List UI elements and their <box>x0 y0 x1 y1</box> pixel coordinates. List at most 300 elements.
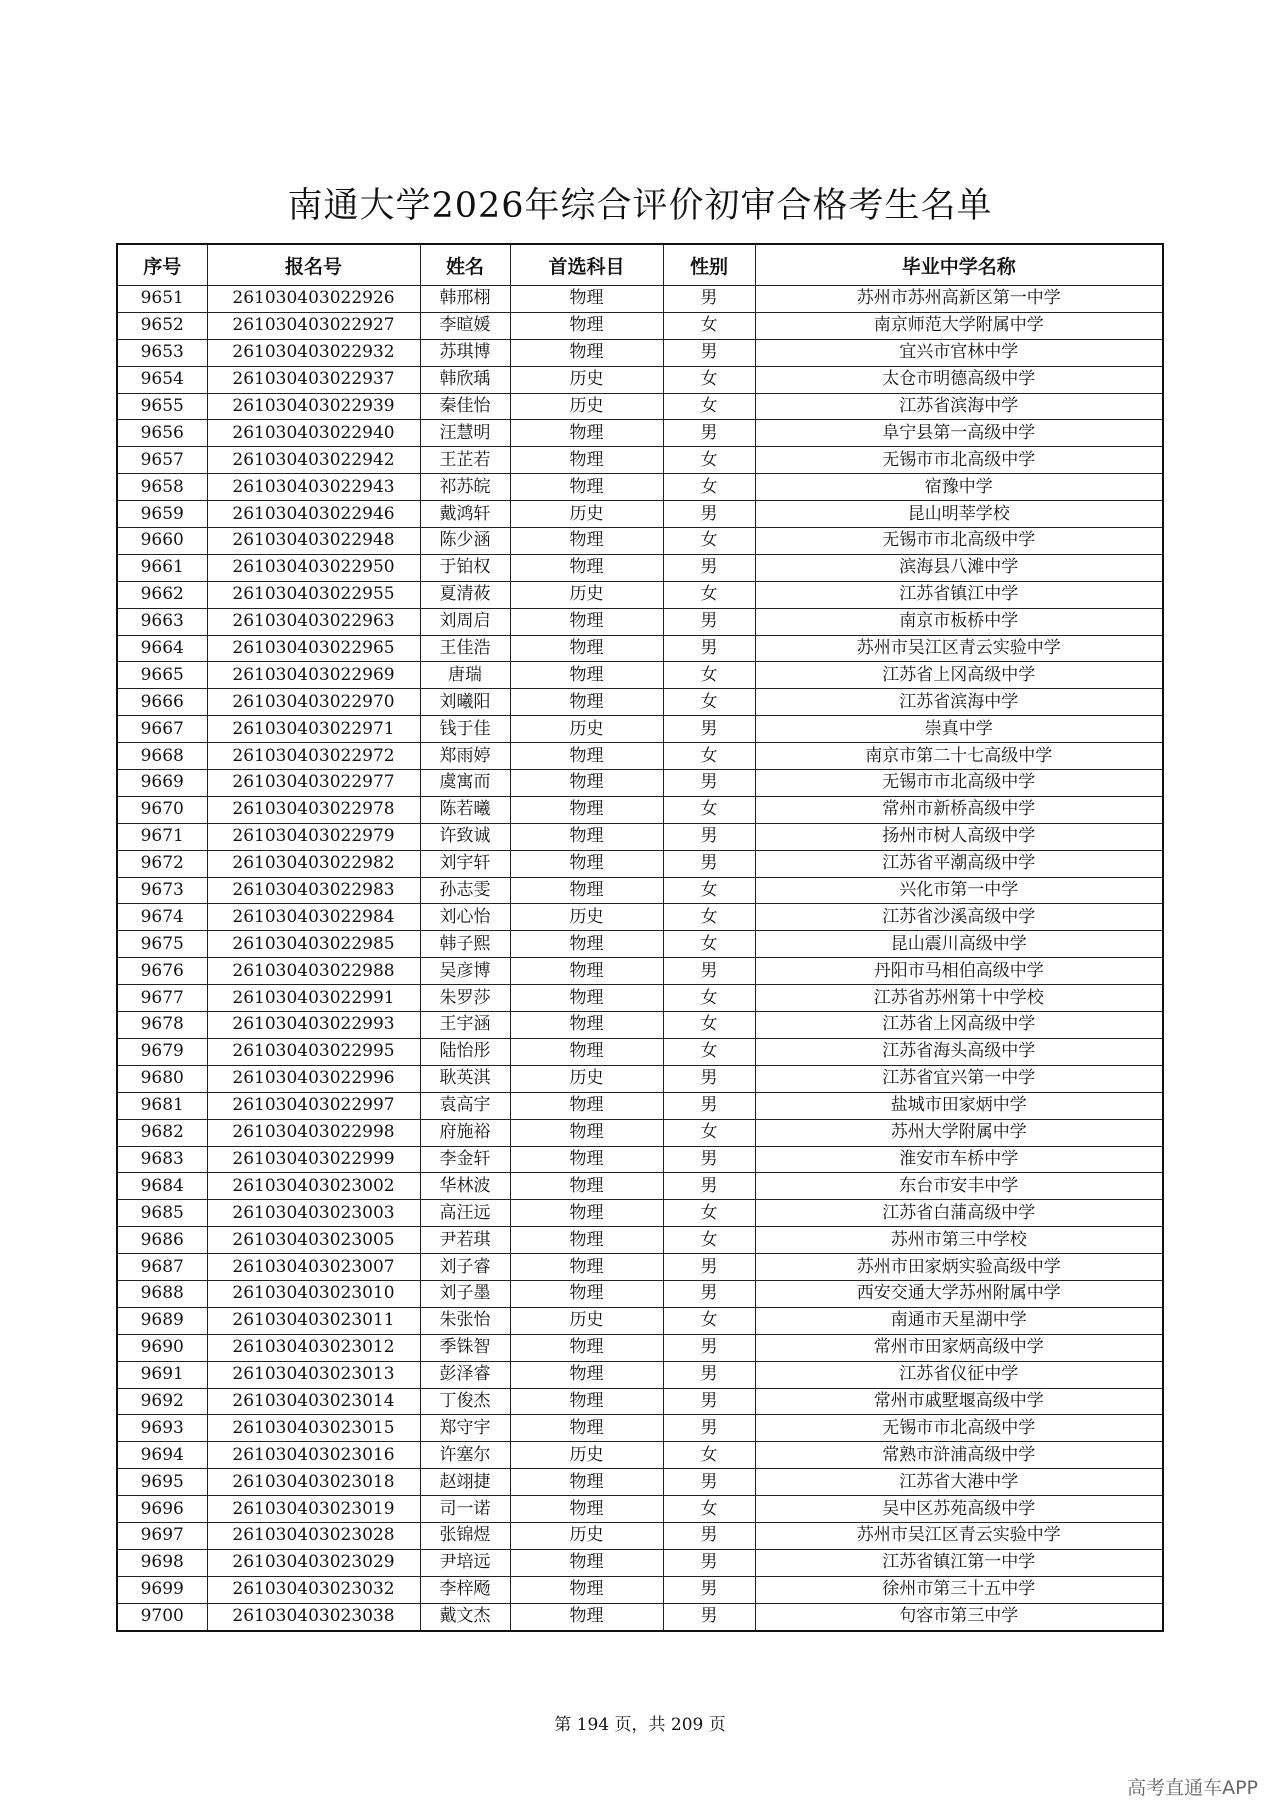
cell-gender: 女 <box>663 1227 755 1254</box>
cell-name: 王宇涵 <box>420 1012 510 1039</box>
cell-gender: 女 <box>663 743 755 770</box>
cell-school: 阜宁县第一高级中学 <box>755 420 1163 447</box>
table-row <box>117 1522 1163 1549</box>
cell-gender: 女 <box>663 581 755 608</box>
cell-school: 南通市天星湖中学 <box>755 1307 1163 1334</box>
cell-name: 汪慧明 <box>420 420 510 447</box>
cell-subject: 物理 <box>510 1227 663 1254</box>
cell-index: 9693 <box>117 1415 207 1442</box>
cell-school: 无锡市市北高级中学 <box>755 1415 1163 1442</box>
cell-name: 司一诺 <box>420 1496 510 1523</box>
table-row <box>117 447 1163 474</box>
cell-name: 陈若曦 <box>420 796 510 823</box>
column-header-gender: 性别 <box>663 244 755 286</box>
cell-gender: 男 <box>663 1522 755 1549</box>
candidate-table <box>116 243 1164 1632</box>
table-row <box>117 420 1163 447</box>
cell-subject: 物理 <box>510 635 663 662</box>
cell-registration-no: 261030403023007 <box>207 1254 420 1281</box>
cell-registration-no: 261030403022943 <box>207 474 420 501</box>
cell-school: 南京市板桥中学 <box>755 608 1163 635</box>
cell-index: 9690 <box>117 1334 207 1361</box>
cell-gender: 女 <box>663 393 755 420</box>
cell-school: 江苏省镇江中学 <box>755 581 1163 608</box>
cell-name: 华林波 <box>420 1173 510 1200</box>
cell-gender: 男 <box>663 339 755 366</box>
cell-subject: 历史 <box>510 904 663 931</box>
cell-school: 常州市新桥高级中学 <box>755 796 1163 823</box>
cell-gender: 男 <box>663 1388 755 1415</box>
table-row <box>117 770 1163 797</box>
table-row <box>117 474 1163 501</box>
cell-index: 9674 <box>117 904 207 931</box>
cell-subject: 物理 <box>510 286 663 313</box>
cell-index: 9683 <box>117 1146 207 1173</box>
cell-subject: 物理 <box>510 877 663 904</box>
cell-name: 许塞尔 <box>420 1442 510 1469</box>
cell-index: 9681 <box>117 1092 207 1119</box>
cell-registration-no: 261030403022995 <box>207 1038 420 1065</box>
cell-school: 宜兴市官林中学 <box>755 339 1163 366</box>
cell-registration-no: 261030403023032 <box>207 1576 420 1603</box>
cell-registration-no: 261030403022984 <box>207 904 420 931</box>
cell-index: 9662 <box>117 581 207 608</box>
cell-gender: 女 <box>663 931 755 958</box>
column-header-registration-no: 报名号 <box>207 244 420 286</box>
cell-index: 9699 <box>117 1576 207 1603</box>
cell-gender: 男 <box>663 1254 755 1281</box>
cell-name: 秦佳怡 <box>420 393 510 420</box>
cell-subject: 物理 <box>510 1280 663 1307</box>
cell-school: 西安交通大学苏州附属中学 <box>755 1280 1163 1307</box>
page-title: 南通大学2026年综合评价初审合格考生名单 <box>287 186 993 226</box>
cell-subject: 物理 <box>510 608 663 635</box>
cell-gender: 男 <box>663 823 755 850</box>
table-row <box>117 1119 1163 1146</box>
cell-index: 9673 <box>117 877 207 904</box>
cell-subject: 历史 <box>510 1442 663 1469</box>
table-row <box>117 1200 1163 1227</box>
cell-registration-no: 261030403022988 <box>207 958 420 985</box>
table-row <box>117 716 1163 743</box>
table-row <box>117 1442 1163 1469</box>
cell-index: 9684 <box>117 1173 207 1200</box>
cell-gender: 女 <box>663 662 755 689</box>
cell-name: 尹培远 <box>420 1549 510 1576</box>
cell-school: 崇真中学 <box>755 716 1163 743</box>
table-body <box>117 286 1163 1631</box>
cell-registration-no: 261030403023012 <box>207 1334 420 1361</box>
cell-name: 府施裕 <box>420 1119 510 1146</box>
cell-subject: 物理 <box>510 1603 663 1630</box>
table-row <box>117 850 1163 877</box>
cell-registration-no: 261030403022937 <box>207 366 420 393</box>
cell-index: 9682 <box>117 1119 207 1146</box>
cell-registration-no: 261030403022985 <box>207 931 420 958</box>
cell-name: 刘心怡 <box>420 904 510 931</box>
cell-registration-no: 261030403022982 <box>207 850 420 877</box>
cell-index: 9676 <box>117 958 207 985</box>
cell-index: 9664 <box>117 635 207 662</box>
table-row <box>117 1146 1163 1173</box>
cell-school: 江苏省白蒲高级中学 <box>755 1200 1163 1227</box>
cell-name: 苏琪博 <box>420 339 510 366</box>
cell-gender: 女 <box>663 366 755 393</box>
cell-gender: 女 <box>663 1119 755 1146</box>
cell-subject: 物理 <box>510 1012 663 1039</box>
cell-gender: 男 <box>663 420 755 447</box>
cell-name: 郑守宇 <box>420 1415 510 1442</box>
cell-gender: 女 <box>663 985 755 1012</box>
cell-school: 江苏省镇江第一中学 <box>755 1549 1163 1576</box>
table-row <box>117 958 1163 985</box>
cell-name: 陈少涵 <box>420 528 510 555</box>
cell-registration-no: 261030403023015 <box>207 1415 420 1442</box>
cell-school: 无锡市市北高级中学 <box>755 770 1163 797</box>
cell-registration-no: 261030403023018 <box>207 1469 420 1496</box>
cell-name: 于铂权 <box>420 554 510 581</box>
cell-school: 吴中区苏苑高级中学 <box>755 1496 1163 1523</box>
cell-registration-no: 261030403022993 <box>207 1012 420 1039</box>
cell-subject: 物理 <box>510 1334 663 1361</box>
table-header-row <box>117 244 1163 286</box>
cell-name: 王芷若 <box>420 447 510 474</box>
cell-gender: 男 <box>663 608 755 635</box>
table-row <box>117 1549 1163 1576</box>
table-row <box>117 1173 1163 1200</box>
cell-school: 苏州市苏州高新区第一中学 <box>755 286 1163 313</box>
cell-name: 朱张怡 <box>420 1307 510 1334</box>
cell-registration-no: 261030403022991 <box>207 985 420 1012</box>
cell-subject: 物理 <box>510 1173 663 1200</box>
cell-subject: 历史 <box>510 581 663 608</box>
cell-school: 扬州市树人高级中学 <box>755 823 1163 850</box>
cell-name: 夏清莜 <box>420 581 510 608</box>
column-header-name: 姓名 <box>420 244 510 286</box>
table-row <box>117 1012 1163 1039</box>
cell-gender: 男 <box>663 1469 755 1496</box>
cell-subject: 物理 <box>510 1361 663 1388</box>
cell-subject: 物理 <box>510 1254 663 1281</box>
cell-name: 王佳浩 <box>420 635 510 662</box>
table-row <box>117 366 1163 393</box>
cell-subject: 物理 <box>510 312 663 339</box>
cell-index: 9652 <box>117 312 207 339</box>
cell-name: 刘子睿 <box>420 1254 510 1281</box>
cell-name: 李金轩 <box>420 1146 510 1173</box>
cell-name: 钱于佳 <box>420 716 510 743</box>
cell-school: 东台市安丰中学 <box>755 1173 1163 1200</box>
cell-index: 9678 <box>117 1012 207 1039</box>
table-row <box>117 286 1163 313</box>
table-row <box>117 528 1163 555</box>
cell-school: 丹阳市马相伯高级中学 <box>755 958 1163 985</box>
cell-registration-no: 261030403022942 <box>207 447 420 474</box>
cell-registration-no: 261030403022950 <box>207 554 420 581</box>
cell-subject: 物理 <box>510 1092 663 1119</box>
cell-name: 赵翊捷 <box>420 1469 510 1496</box>
cell-name: 虞寓而 <box>420 770 510 797</box>
table-row <box>117 581 1163 608</box>
cell-gender: 女 <box>663 1307 755 1334</box>
table-row <box>117 877 1163 904</box>
cell-name: 尹若琪 <box>420 1227 510 1254</box>
cell-gender: 男 <box>663 716 755 743</box>
cell-name: 彭泽睿 <box>420 1361 510 1388</box>
cell-registration-no: 261030403022979 <box>207 823 420 850</box>
cell-registration-no: 261030403022983 <box>207 877 420 904</box>
cell-subject: 物理 <box>510 796 663 823</box>
cell-subject: 历史 <box>510 366 663 393</box>
cell-subject: 历史 <box>510 1522 663 1549</box>
cell-school: 江苏省宜兴第一中学 <box>755 1065 1163 1092</box>
cell-school: 江苏省仪征中学 <box>755 1361 1163 1388</box>
cell-name: 孙志雯 <box>420 877 510 904</box>
cell-index: 9660 <box>117 528 207 555</box>
cell-gender: 女 <box>663 1012 755 1039</box>
table-row <box>117 1361 1163 1388</box>
cell-index: 9655 <box>117 393 207 420</box>
table-row <box>117 339 1163 366</box>
cell-subject: 历史 <box>510 1307 663 1334</box>
cell-gender: 男 <box>663 286 755 313</box>
cell-index: 9686 <box>117 1227 207 1254</box>
cell-name: 郑雨婷 <box>420 743 510 770</box>
cell-subject: 物理 <box>510 850 663 877</box>
cell-name: 许致诚 <box>420 823 510 850</box>
cell-school: 苏州市吴江区青云实验中学 <box>755 1522 1163 1549</box>
cell-registration-no: 261030403022970 <box>207 689 420 716</box>
cell-gender: 女 <box>663 1496 755 1523</box>
cell-registration-no: 261030403022955 <box>207 581 420 608</box>
cell-subject: 物理 <box>510 770 663 797</box>
cell-index: 9700 <box>117 1603 207 1630</box>
cell-name: 祁苏皖 <box>420 474 510 501</box>
cell-gender: 男 <box>663 1549 755 1576</box>
cell-registration-no: 261030403022963 <box>207 608 420 635</box>
cell-index: 9696 <box>117 1496 207 1523</box>
cell-gender: 男 <box>663 1173 755 1200</box>
cell-gender: 女 <box>663 1200 755 1227</box>
cell-name: 刘宇轩 <box>420 850 510 877</box>
cell-subject: 物理 <box>510 985 663 1012</box>
cell-index: 9658 <box>117 474 207 501</box>
cell-school: 常州市戚墅堰高级中学 <box>755 1388 1163 1415</box>
cell-name: 戴文杰 <box>420 1603 510 1630</box>
cell-name: 戴鸿轩 <box>420 501 510 528</box>
cell-registration-no: 261030403023016 <box>207 1442 420 1469</box>
cell-school: 滨海县八滩中学 <box>755 554 1163 581</box>
cell-school: 昆山震川高级中学 <box>755 931 1163 958</box>
cell-registration-no: 261030403022940 <box>207 420 420 447</box>
cell-index: 9695 <box>117 1469 207 1496</box>
table-row <box>117 1254 1163 1281</box>
cell-school: 句容市第三中学 <box>755 1603 1163 1630</box>
cell-registration-no: 261030403022977 <box>207 770 420 797</box>
cell-school: 兴化市第一中学 <box>755 877 1163 904</box>
table-row <box>117 743 1163 770</box>
cell-name: 季铢智 <box>420 1334 510 1361</box>
cell-gender: 男 <box>663 1576 755 1603</box>
cell-index: 9685 <box>117 1200 207 1227</box>
cell-school: 苏州市田家炳实验高级中学 <box>755 1254 1163 1281</box>
cell-gender: 男 <box>663 1603 755 1630</box>
cell-school: 太仓市明德高级中学 <box>755 366 1163 393</box>
cell-index: 9657 <box>117 447 207 474</box>
table-row <box>117 931 1163 958</box>
table-row <box>117 608 1163 635</box>
cell-school: 江苏省海头高级中学 <box>755 1038 1163 1065</box>
cell-school: 苏州大学附属中学 <box>755 1119 1163 1146</box>
cell-index: 9694 <box>117 1442 207 1469</box>
cell-school: 江苏省苏州第十中学校 <box>755 985 1163 1012</box>
cell-subject: 历史 <box>510 716 663 743</box>
table-row <box>117 1496 1163 1523</box>
cell-registration-no: 261030403022965 <box>207 635 420 662</box>
cell-gender: 男 <box>663 635 755 662</box>
cell-registration-no: 261030403022926 <box>207 286 420 313</box>
cell-name: 刘周启 <box>420 608 510 635</box>
cell-index: 9654 <box>117 366 207 393</box>
column-header-index: 序号 <box>117 244 207 286</box>
table-row <box>117 1307 1163 1334</box>
cell-index: 9661 <box>117 554 207 581</box>
cell-registration-no: 261030403022948 <box>207 528 420 555</box>
cell-index: 9679 <box>117 1038 207 1065</box>
table-row <box>117 1334 1163 1361</box>
cell-gender: 女 <box>663 1442 755 1469</box>
cell-subject: 物理 <box>510 1415 663 1442</box>
cell-school: 无锡市市北高级中学 <box>755 528 1163 555</box>
cell-registration-no: 261030403023011 <box>207 1307 420 1334</box>
cell-school: 苏州市第三中学校 <box>755 1227 1163 1254</box>
cell-gender: 男 <box>663 1146 755 1173</box>
cell-gender: 男 <box>663 770 755 797</box>
cell-gender: 女 <box>663 796 755 823</box>
column-header-subject: 首选科目 <box>510 244 663 286</box>
cell-name: 韩欣瑀 <box>420 366 510 393</box>
cell-index: 9659 <box>117 501 207 528</box>
cell-subject: 物理 <box>510 1469 663 1496</box>
table-row <box>117 312 1163 339</box>
cell-index: 9671 <box>117 823 207 850</box>
cell-subject: 物理 <box>510 1119 663 1146</box>
cell-index: 9692 <box>117 1388 207 1415</box>
cell-index: 9697 <box>117 1522 207 1549</box>
cell-index: 9663 <box>117 608 207 635</box>
cell-school: 江苏省滨海中学 <box>755 393 1163 420</box>
cell-gender: 男 <box>663 958 755 985</box>
cell-index: 9675 <box>117 931 207 958</box>
cell-subject: 物理 <box>510 1576 663 1603</box>
cell-index: 9668 <box>117 743 207 770</box>
cell-name: 刘子墨 <box>420 1280 510 1307</box>
table-row <box>117 501 1163 528</box>
cell-registration-no: 261030403023005 <box>207 1227 420 1254</box>
cell-name: 吴彦博 <box>420 958 510 985</box>
cell-index: 9687 <box>117 1254 207 1281</box>
cell-gender: 男 <box>663 554 755 581</box>
cell-school: 昆山明莘学校 <box>755 501 1163 528</box>
cell-index: 9667 <box>117 716 207 743</box>
table-row <box>117 1038 1163 1065</box>
cell-subject: 物理 <box>510 1549 663 1576</box>
cell-name: 陆怡彤 <box>420 1038 510 1065</box>
cell-gender: 女 <box>663 904 755 931</box>
cell-registration-no: 261030403022932 <box>207 339 420 366</box>
cell-subject: 物理 <box>510 528 663 555</box>
table-row <box>117 1576 1163 1603</box>
cell-subject: 物理 <box>510 447 663 474</box>
cell-subject: 物理 <box>510 554 663 581</box>
cell-school: 无锡市市北高级中学 <box>755 447 1163 474</box>
cell-gender: 男 <box>663 1065 755 1092</box>
cell-name: 李暄媛 <box>420 312 510 339</box>
cell-gender: 男 <box>663 1280 755 1307</box>
cell-name: 韩子熙 <box>420 931 510 958</box>
cell-registration-no: 261030403022999 <box>207 1146 420 1173</box>
cell-school: 宿豫中学 <box>755 474 1163 501</box>
cell-registration-no: 261030403023028 <box>207 1522 420 1549</box>
table-row <box>117 1603 1163 1630</box>
cell-index: 9666 <box>117 689 207 716</box>
cell-gender: 女 <box>663 447 755 474</box>
cell-registration-no: 261030403023019 <box>207 1496 420 1523</box>
cell-registration-no: 261030403023014 <box>207 1388 420 1415</box>
cell-subject: 物理 <box>510 662 663 689</box>
cell-gender: 女 <box>663 528 755 555</box>
cell-registration-no: 261030403022996 <box>207 1065 420 1092</box>
cell-subject: 物理 <box>510 743 663 770</box>
cell-gender: 男 <box>663 1415 755 1442</box>
cell-school: 苏州市吴江区青云实验中学 <box>755 635 1163 662</box>
cell-subject: 物理 <box>510 1038 663 1065</box>
cell-gender: 女 <box>663 1038 755 1065</box>
cell-registration-no: 261030403022998 <box>207 1119 420 1146</box>
cell-school: 常州市田家炳高级中学 <box>755 1334 1163 1361</box>
cell-school: 江苏省上冈高级中学 <box>755 662 1163 689</box>
cell-subject: 物理 <box>510 1146 663 1173</box>
cell-registration-no: 261030403022971 <box>207 716 420 743</box>
cell-subject: 物理 <box>510 1200 663 1227</box>
column-header-school: 毕业中学名称 <box>755 244 1163 286</box>
cell-registration-no: 261030403022939 <box>207 393 420 420</box>
cell-registration-no: 261030403022978 <box>207 796 420 823</box>
cell-gender: 男 <box>663 1334 755 1361</box>
cell-index: 9651 <box>117 286 207 313</box>
table-row <box>117 1065 1163 1092</box>
cell-name: 唐瑞 <box>420 662 510 689</box>
cell-index: 9689 <box>117 1307 207 1334</box>
cell-school: 南京师范大学附属中学 <box>755 312 1163 339</box>
cell-registration-no: 261030403023003 <box>207 1200 420 1227</box>
cell-registration-no: 261030403022946 <box>207 501 420 528</box>
cell-registration-no: 261030403023038 <box>207 1603 420 1630</box>
cell-name: 张锦煜 <box>420 1522 510 1549</box>
cell-index: 9669 <box>117 770 207 797</box>
cell-name: 耿英淇 <box>420 1065 510 1092</box>
table-row <box>117 1388 1163 1415</box>
cell-gender: 男 <box>663 1092 755 1119</box>
cell-school: 徐州市第三十五中学 <box>755 1576 1163 1603</box>
cell-subject: 物理 <box>510 958 663 985</box>
cell-index: 9656 <box>117 420 207 447</box>
table-row <box>117 662 1163 689</box>
cell-subject: 物理 <box>510 1388 663 1415</box>
cell-school: 江苏省大港中学 <box>755 1469 1163 1496</box>
watermark-text: 高考直通车APP <box>1127 1777 1258 1799</box>
cell-school: 盐城市田家炳中学 <box>755 1092 1163 1119</box>
